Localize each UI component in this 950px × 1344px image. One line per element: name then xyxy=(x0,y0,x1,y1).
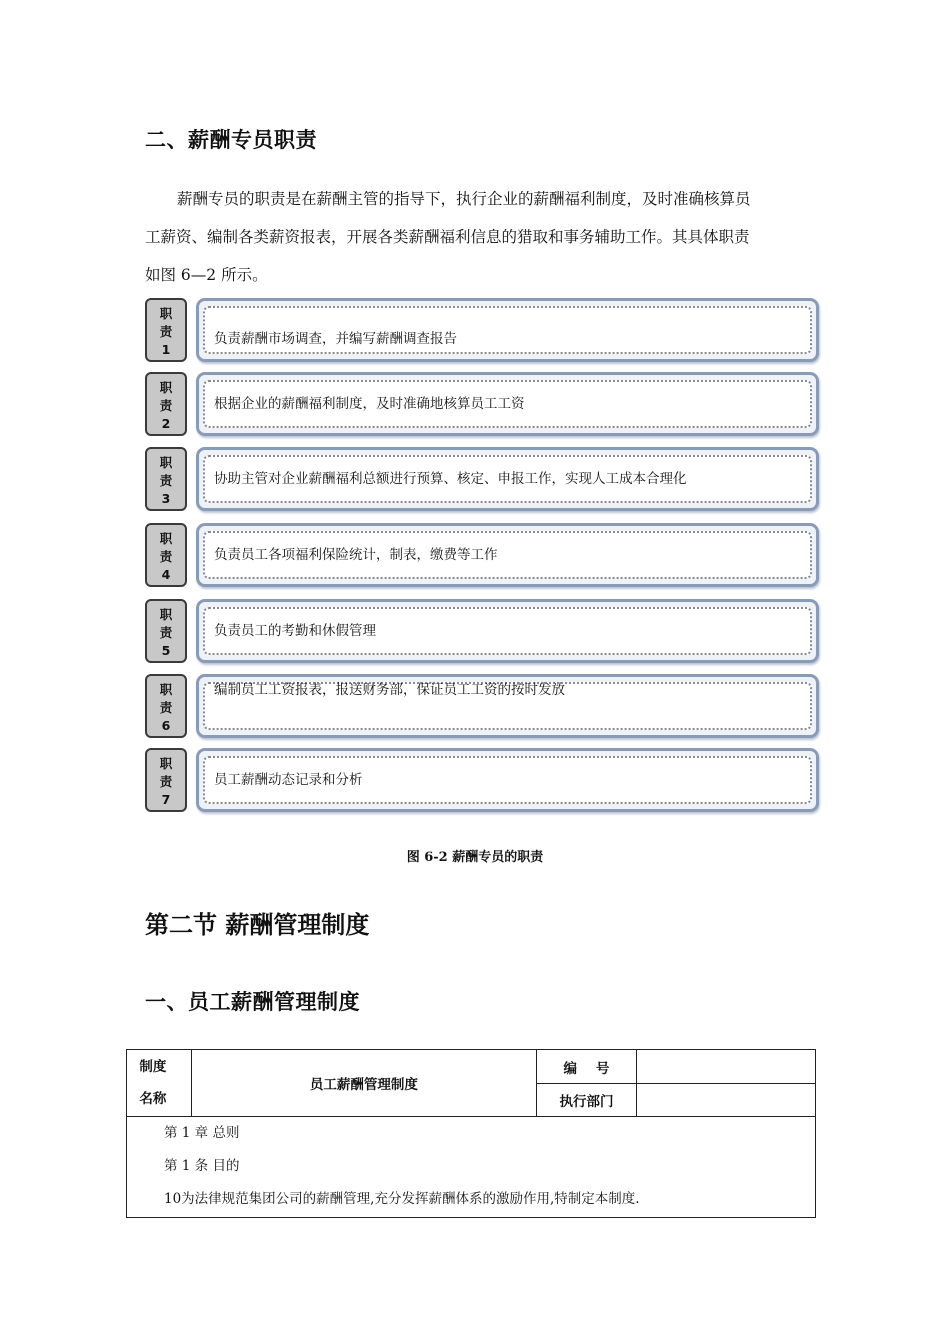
duty-text: 负责员工的考勤和休假管理 xyxy=(214,623,376,639)
duty-text: 根据企业的薪酬福利制度，及时准确地核算员工工资 xyxy=(214,396,525,412)
duty-tag xyxy=(145,447,187,511)
duty-row xyxy=(145,748,819,814)
duty-tag-number: 4 xyxy=(161,567,171,582)
duty-box xyxy=(196,599,819,663)
department-label: 执行部门 xyxy=(537,1084,637,1117)
duty-tag-char: 责 xyxy=(159,324,173,339)
duty-tag-char: 责 xyxy=(159,398,173,413)
duty-text: 员工薪酬动态记录和分析 xyxy=(214,772,363,788)
policy-body xyxy=(127,1117,816,1218)
duty-row xyxy=(145,674,819,740)
duty-text: 编制员工工资报表，报送财务部，保证员工工资的按时发放 xyxy=(214,682,565,698)
intro-line: 工薪资、编制各类薪资报表，开展各类薪酬福利信息的猎取和事务辅助工作。其具体职责 xyxy=(145,228,750,246)
duty-tag-char: 责 xyxy=(159,774,173,789)
duty-tag-char: 职 xyxy=(159,756,173,771)
duty-tag-char: 职 xyxy=(159,306,173,321)
duty-box xyxy=(196,298,819,362)
duty-box xyxy=(196,447,819,511)
subsection-heading: 一、员工薪酬管理制度 xyxy=(145,990,360,1014)
duty-text: 负责薪酬市场调查，并编写薪酬调查报告 xyxy=(214,331,457,347)
duty-tag-char: 责 xyxy=(159,473,173,488)
duty-tag-char: 责 xyxy=(159,700,173,715)
duty-tag-number: 6 xyxy=(161,718,171,733)
duty-row xyxy=(145,599,819,665)
number-value[interactable] xyxy=(636,1050,815,1084)
duty-tag-char: 职 xyxy=(159,380,173,395)
policy-title: 员工薪酬管理制度 xyxy=(191,1050,536,1117)
duty-tag-number: 7 xyxy=(161,792,171,807)
duty-tag-char: 责 xyxy=(159,625,173,640)
regulation-table xyxy=(126,1049,816,1218)
duty-tag-number: 3 xyxy=(161,491,171,506)
duty-tag-char: 职 xyxy=(159,531,173,546)
purpose-line: 10为法律规范集团公司的薪酬管理,充分发挥薪酬体系的激励作用,特制定本制度. xyxy=(164,1191,640,1207)
chapter-line: 第 1 章 总则 xyxy=(164,1125,240,1141)
duty-tag-number: 1 xyxy=(161,342,171,357)
department-value[interactable] xyxy=(636,1084,815,1117)
policy-name-label-cell xyxy=(127,1050,192,1117)
duty-tag xyxy=(145,674,187,738)
duty-tag xyxy=(145,298,187,362)
duty-tag xyxy=(145,748,187,812)
duty-box xyxy=(196,674,819,738)
duty-tag xyxy=(145,523,187,587)
number-label: 编 号 xyxy=(537,1050,637,1084)
duty-tag xyxy=(145,599,187,663)
intro-paragraph xyxy=(145,180,809,294)
article-line: 第 1 条 目的 xyxy=(164,1158,240,1174)
intro-line: 薪酬专员的职责是在薪酬主管的指导下，执行企业的薪酬福利制度，及时准确核算员 xyxy=(177,190,751,208)
duty-tag-char: 职 xyxy=(159,607,173,622)
duty-text: 协助主管对企业薪酬福利总额进行预算、核定、申报工作，实现人工成本合理化 xyxy=(214,471,687,487)
duty-tag-char: 职 xyxy=(159,455,173,470)
intro-line: 如图 6—2 所示。 xyxy=(145,266,268,284)
duty-tag-char: 职 xyxy=(159,682,173,697)
policy-name-label: 制度 xyxy=(139,1059,167,1075)
duty-tag xyxy=(145,372,187,436)
duty-box xyxy=(196,748,819,812)
duty-row xyxy=(145,372,819,438)
duty-tag-char: 责 xyxy=(159,549,173,564)
duty-row xyxy=(145,447,819,513)
duty-box xyxy=(196,523,819,587)
duty-tag-number: 5 xyxy=(161,643,171,658)
chapter-heading: 第二节 薪酬管理制度 xyxy=(145,911,370,939)
policy-name-label: 名称 xyxy=(139,1091,167,1107)
duty-text: 负责员工各项福利保险统计，制表，缴费等工作 xyxy=(214,547,498,563)
duty-row xyxy=(145,523,819,589)
duty-box xyxy=(196,372,819,436)
duty-tag-number: 2 xyxy=(161,416,171,431)
duty-row xyxy=(145,298,819,364)
figure-caption: 图 6-2 薪酬专员的职责 xyxy=(406,850,544,865)
section-heading: 二、薪酬专员职责 xyxy=(145,128,317,152)
